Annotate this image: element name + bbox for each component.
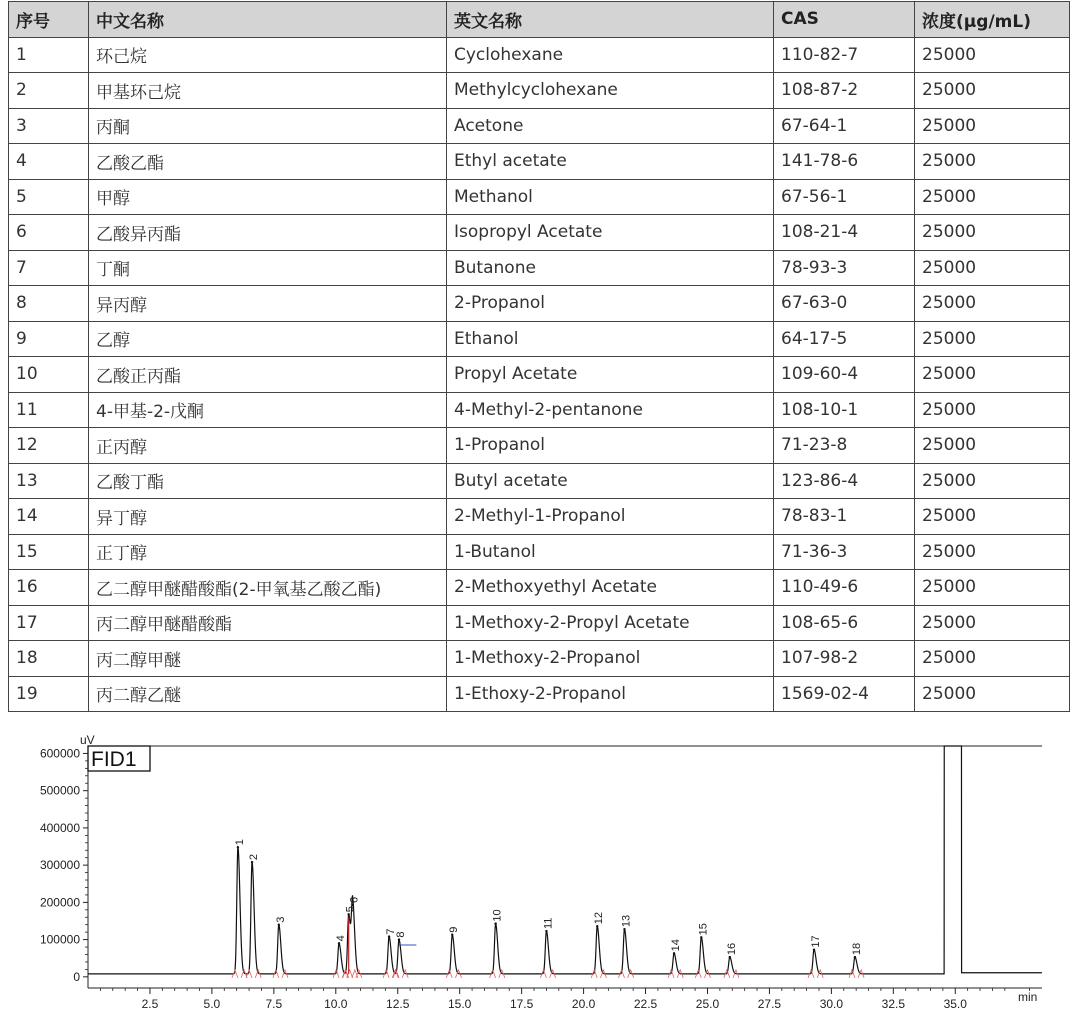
cell-index: 11 (9, 392, 89, 428)
header-cas: CAS (774, 2, 915, 38)
cell-concentration: 25000 (915, 428, 1070, 464)
table-row (9, 37, 1070, 73)
x-tick-label: 27.5 (757, 997, 782, 1011)
table-row (9, 321, 1070, 357)
cell-concentration: 25000 (915, 641, 1070, 677)
peak-apex-3 (278, 924, 280, 926)
cell-index: 15 (9, 534, 89, 570)
cell-concentration: 25000 (915, 392, 1070, 428)
peak-apex-2 (251, 861, 253, 863)
cell-concentration: 25000 (915, 321, 1070, 357)
header-english-name: 英文名称 (447, 2, 774, 38)
cell-cas: 123-86-4 (774, 463, 915, 499)
y-tick-label: 400000 (39, 820, 80, 835)
peak-label: 3 (274, 916, 287, 923)
peak-label: 6 (348, 896, 361, 903)
peak-apex-18 (854, 956, 856, 958)
x-tick-label: 20.0 (571, 997, 596, 1011)
peak-label: 14 (670, 939, 683, 952)
header-concentration: 浓度(μg/mL) (915, 2, 1070, 38)
cell-cas: 108-21-4 (774, 215, 915, 251)
table-row (9, 357, 1070, 393)
table-row (9, 144, 1070, 180)
cell-cas: 67-64-1 (774, 108, 915, 144)
peak-apex-12 (596, 925, 598, 927)
table-row (9, 179, 1070, 215)
cell-index: 2 (9, 73, 89, 109)
cell-english-name: 2-Methoxyethyl Acetate (447, 570, 774, 606)
peak-apex-15 (700, 936, 702, 938)
peak-apex-7 (388, 935, 390, 937)
chart-title: FID1 (91, 748, 137, 771)
cell-english-name: 1-Propanol (447, 428, 774, 464)
header-index: 序号 (9, 2, 89, 38)
cell-cas: 67-56-1 (774, 179, 915, 215)
cell-chinese-name: 乙二醇甲醚醋酸酯(2-甲氧基乙酸乙酯) (89, 570, 447, 606)
peak-label: 13 (620, 914, 633, 928)
cell-cas: 107-98-2 (774, 641, 915, 677)
table-row (9, 392, 1070, 428)
cell-index: 5 (9, 179, 89, 215)
cell-cas: 110-82-7 (774, 37, 915, 73)
table-row (9, 250, 1070, 286)
peak-apex-16 (729, 956, 731, 958)
cell-concentration: 25000 (915, 463, 1070, 499)
table-row (9, 286, 1070, 322)
cell-english-name: 1-Methoxy-2-Propanol (447, 641, 774, 677)
peak-label: 11 (542, 917, 555, 930)
cell-index: 13 (9, 463, 89, 499)
cell-chinese-name: 甲醇 (89, 179, 447, 215)
cell-concentration: 25000 (915, 499, 1070, 535)
cell-index: 7 (9, 250, 89, 286)
cell-index: 6 (9, 215, 89, 251)
cell-cas: 1569-02-4 (774, 676, 915, 712)
cell-concentration: 25000 (915, 605, 1070, 641)
x-tick-label: 22.5 (633, 997, 658, 1011)
peak-apex-4 (338, 942, 340, 944)
cell-english-name: 4-Methyl-2-pentanone (447, 392, 774, 428)
x-tick-label: 30.0 (819, 997, 844, 1011)
cell-chinese-name: 乙酸乙酯 (89, 144, 447, 180)
peak-apex-1 (237, 846, 239, 848)
cell-english-name: 1-Ethoxy-2-Propanol (447, 676, 774, 712)
table-row (9, 676, 1070, 712)
cell-concentration: 25000 (915, 73, 1070, 109)
peak-label: 9 (448, 926, 461, 933)
cell-chinese-name: 异丁醇 (89, 499, 447, 535)
peak-label: 7 (385, 928, 398, 935)
peak-label: 4 (335, 935, 348, 942)
peak-label: 18 (850, 942, 863, 956)
y-tick-label: 100000 (39, 932, 80, 947)
cell-english-name: 1-Methoxy-2-Propyl Acetate (447, 605, 774, 641)
y-tick-label: 600000 (39, 746, 80, 761)
table-row (9, 108, 1070, 144)
cell-cas: 108-87-2 (774, 73, 915, 109)
cell-chinese-name: 4-甲基-2-戊酮 (89, 392, 447, 428)
peak-apex-6 (351, 904, 353, 906)
cell-index: 14 (9, 499, 89, 535)
cell-index: 16 (9, 570, 89, 606)
x-tick-label: 17.5 (509, 997, 534, 1011)
cell-concentration: 25000 (915, 570, 1070, 606)
table-row (9, 428, 1070, 464)
cell-chinese-name: 丁酮 (89, 250, 447, 286)
table-row (9, 534, 1070, 570)
cell-chinese-name: 丙二醇乙醚 (89, 676, 447, 712)
table-row (9, 499, 1070, 535)
cell-chinese-name: 丙酮 (89, 108, 447, 144)
compound-table (8, 1, 1070, 712)
cell-index: 12 (9, 428, 89, 464)
peak-apex-9 (451, 934, 453, 936)
y-tick-label: 200000 (39, 895, 80, 910)
cell-concentration: 25000 (915, 37, 1070, 73)
y-tick-label: 500000 (39, 783, 80, 798)
peak-label: 8 (394, 931, 407, 938)
x-tick-label: 25.0 (695, 997, 720, 1011)
cell-index: 1 (9, 37, 89, 73)
peak-label: 2 (248, 854, 261, 861)
table-header-row (9, 2, 1070, 38)
table-row (9, 73, 1070, 109)
cell-index: 18 (9, 641, 89, 677)
cell-chinese-name: 乙酸异丙酯 (89, 215, 447, 251)
cell-english-name: Isopropyl Acetate (447, 215, 774, 251)
x-tick-label: 7.5 (265, 997, 283, 1011)
cell-concentration: 25000 (915, 676, 1070, 712)
cell-chinese-name: 正丙醇 (89, 428, 447, 464)
cell-cas: 78-83-1 (774, 499, 915, 535)
cell-chinese-name: 丙二醇甲醚 (89, 641, 447, 677)
x-tick-label: 5.0 (203, 997, 221, 1011)
cell-concentration: 25000 (915, 144, 1070, 180)
cell-english-name: Ethanol (447, 321, 774, 357)
peak-apex-13 (623, 928, 625, 930)
cell-english-name: Methylcyclohexane (447, 73, 774, 109)
x-tick-label: 10.0 (324, 997, 348, 1011)
cell-cas: 108-65-6 (774, 605, 915, 641)
cell-index: 9 (9, 321, 89, 357)
cell-chinese-name: 异丙醇 (89, 286, 447, 322)
cell-cas: 67-63-0 (774, 286, 915, 322)
table-row (9, 641, 1070, 677)
cell-english-name: Butanone (447, 250, 774, 286)
cell-english-name: 1-Butanol (447, 534, 774, 570)
cell-english-name: Acetone (447, 108, 774, 144)
peak-apex-17 (813, 948, 815, 950)
cell-english-name: Cyclohexane (447, 37, 774, 73)
cell-chinese-name: 丙二醇甲醚醋酸酯 (89, 605, 447, 641)
cell-concentration: 25000 (915, 357, 1070, 393)
cell-index: 3 (9, 108, 89, 144)
peak-apex-5 (347, 913, 349, 915)
cell-concentration: 25000 (915, 179, 1070, 215)
cell-index: 4 (9, 144, 89, 180)
cell-index: 10 (9, 357, 89, 393)
peak-label: 16 (725, 942, 738, 956)
header-chinese-name: 中文名称 (89, 2, 447, 38)
x-tick-label: 12.5 (386, 997, 410, 1011)
chromatogram-chart (0, 728, 1080, 1028)
cell-cas: 64-17-5 (774, 321, 915, 357)
cell-chinese-name: 乙酸丁酯 (89, 463, 447, 499)
x-tick-label: 2.5 (141, 997, 159, 1011)
x-axis-unit-label: min (1018, 990, 1038, 1004)
cell-concentration: 25000 (915, 250, 1070, 286)
peak-apex-10 (494, 922, 496, 924)
cell-chinese-name: 乙酸正丙酯 (89, 357, 447, 393)
peak-label: 10 (491, 909, 504, 922)
cell-cas: 78-93-3 (774, 250, 915, 286)
cell-chinese-name: 正丁醇 (89, 534, 447, 570)
peak-label: 17 (810, 935, 823, 948)
cell-english-name: Propyl Acetate (447, 357, 774, 393)
cell-cas: 108-10-1 (774, 392, 915, 428)
cell-concentration: 25000 (915, 108, 1070, 144)
cell-chinese-name: 乙醇 (89, 321, 447, 357)
cell-english-name: Ethyl acetate (447, 144, 774, 180)
peak-label: 5 (344, 906, 357, 913)
cell-cas: 71-36-3 (774, 534, 915, 570)
cell-cas: 109-60-4 (774, 357, 915, 393)
table-row (9, 215, 1070, 251)
cell-concentration: 25000 (915, 534, 1070, 570)
peak-label: 15 (697, 923, 710, 936)
cell-concentration: 25000 (915, 215, 1070, 251)
x-tick-label: 32.5 (881, 997, 906, 1011)
peak-apex-14 (673, 952, 675, 954)
cell-cas: 141-78-6 (774, 144, 915, 180)
peak-label: 1 (233, 839, 246, 846)
cell-english-name: Methanol (447, 179, 774, 215)
cell-index: 17 (9, 605, 89, 641)
cell-cas: 110-49-6 (774, 570, 915, 606)
cell-chinese-name: 环己烷 (89, 37, 447, 73)
chromatogram-trace (88, 746, 1042, 974)
x-tick-label: 35.0 (943, 997, 967, 1011)
cell-english-name: Butyl acetate (447, 463, 774, 499)
cell-index: 19 (9, 676, 89, 712)
table-row (9, 570, 1070, 606)
cell-index: 8 (9, 286, 89, 322)
cell-cas: 71-23-8 (774, 428, 915, 464)
cell-concentration: 25000 (915, 286, 1070, 322)
peak-label: 12 (593, 911, 606, 925)
table-row (9, 605, 1070, 641)
table-row (9, 463, 1070, 499)
y-axis-unit-label: uV (80, 733, 95, 747)
peak-apex-8 (398, 938, 400, 940)
cell-chinese-name: 甲基环己烷 (89, 73, 447, 109)
y-tick-label: 0 (73, 969, 80, 984)
y-tick-label: 300000 (39, 858, 80, 873)
peak-apex-11 (545, 930, 547, 932)
x-tick-label: 15.0 (448, 997, 472, 1011)
cell-english-name: 2-Methyl-1-Propanol (447, 499, 774, 535)
cell-english-name: 2-Propanol (447, 286, 774, 322)
